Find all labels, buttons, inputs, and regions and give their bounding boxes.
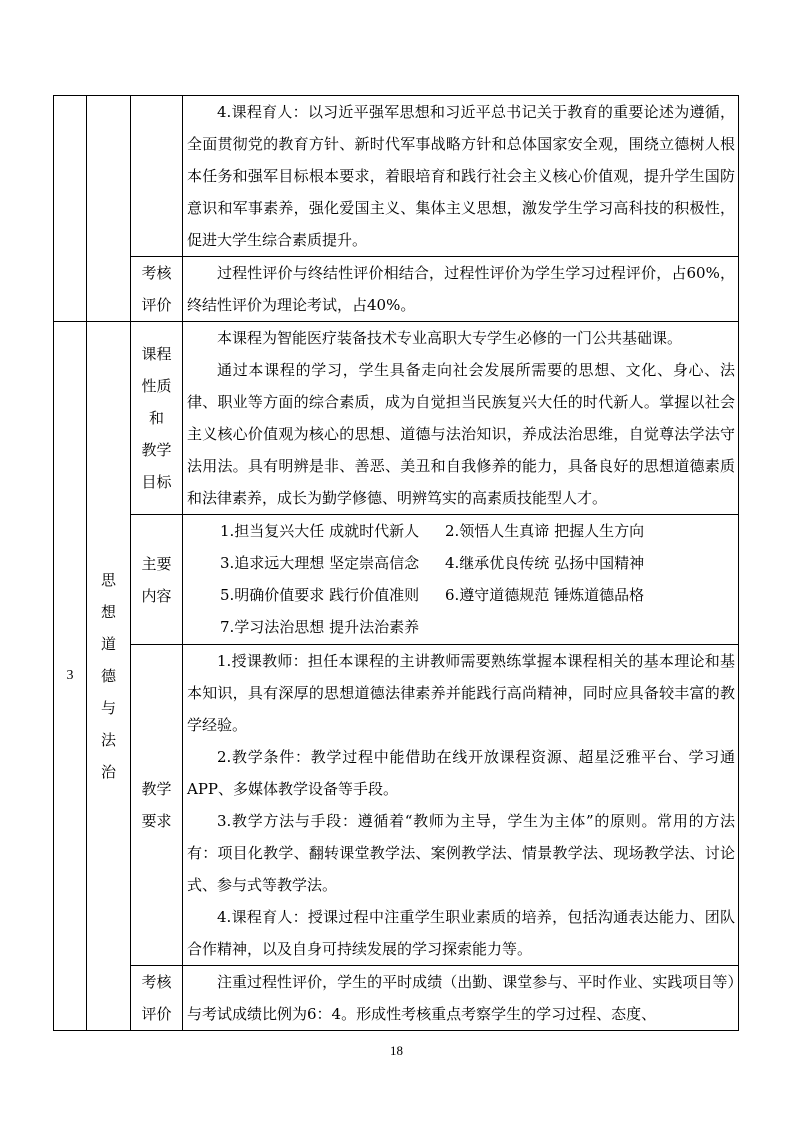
assessment-label-prev: 考核 评价 xyxy=(131,257,183,322)
table-row xyxy=(54,515,739,645)
course-number: 3 xyxy=(54,322,87,1031)
table-row xyxy=(54,96,739,257)
table-row xyxy=(54,966,739,1031)
list-item: 5.明确价值要求 践行价值准则 6.遵守道德规范 锤炼道德品格 xyxy=(220,586,645,604)
assessment-content: 注重过程性评价，学生的平时成绩（出勤、课堂参与、平时作业、实践项目等）与考试成绩比例为6：4。形成性考核重点考察学生的学习过程、态度、 xyxy=(183,966,739,1031)
assessment-label: 考核 评价 xyxy=(131,966,183,1031)
label-cell-empty xyxy=(131,96,183,257)
content-cell xyxy=(183,96,739,257)
page-number: 18 xyxy=(390,1043,403,1058)
table-row xyxy=(54,645,739,966)
main-content xyxy=(183,515,739,645)
nature-content: 本课程为智能医疗装备技术专业高职大专学生必修的一门公共基础课。 通过本课程的学习，学生具备走向社会发展所需要的思想、文化、身心、法律、职业等方面的综合素质，成为自觉担当民族复兴大任的时代新人。掌握以社会主义核心价值观为核心的思想、道德与法治知识，养成法治思维，自觉尊法学法守法用法。具有明辨是非、善恶、美丑和自我修养的能力，具备良好的思想道德素质和法律素养，成长为勤学修德、明辨笃实的高素质技能型人才。 xyxy=(183,322,739,515)
table-row xyxy=(54,322,739,515)
course-name-cell-prev xyxy=(87,96,131,322)
list-item: 3.追求远大理想 坚定崇高信念 4.继承优良传统 弘扬中国精神 xyxy=(220,554,645,572)
teaching-req-item4: 4.课程育人：以习近平强军思想和习近平总书记关于教育的重要论述为遵循，全面贯彻党的教育方针、新时代军事战略方针和总体国家安全观，围绕立德树人根本任务和强军目标根本要求，着眼培育和践行社会主义核心价值观，提升学生国防意识和军事素养，强化爱国主义、集体主义思想，激发学生学习高科技的积极性，促进大学生综合素质提升。 xyxy=(187,103,735,249)
list-item: 7.学习法治思想 提升法治素养 xyxy=(220,618,420,636)
course-name: 思 想 道 德 与 法 治 xyxy=(87,322,131,1031)
course-table xyxy=(53,95,739,1031)
assessment-content-prev: 过程性评价与终结性评价相结合，过程性评价为学生学习过程评价，占60%，终结性评价为理论考试，占40%。 xyxy=(183,257,739,322)
teaching-label: 教学 要求 xyxy=(131,645,183,966)
list-item: 1.担当复兴大任 成就时代新人 2.领悟人生真谛 把握人生方向 xyxy=(220,522,645,540)
course-number-cell-prev xyxy=(54,96,87,322)
nature-label: 课程 性质 和 教学 目标 xyxy=(131,322,183,515)
content-label: 主要 内容 xyxy=(131,515,183,645)
table-row xyxy=(54,257,739,322)
teaching-content: 1.授课教师：担任本课程的主讲教师需要熟练掌握本课程相关的基本理论和基本知识，具有深厚的思想道德法律素养并能践行高尚精神，同时应具备较丰富的教学经验。 2.教学条件：教学过程中能借助在线开放课程资源、超星泛雅平台、学习通APP、多媒体教学设备等手段。 3.教学方法与手段：遵循着“教师为主导，学生为主体”的原则。常用的方法有：项目化教学、翻转课堂教学法、案例教学法、情景教学法、现场教学法、讨论式、参与式等教学法。 4.课程育人：授课过程中注重学生职业素质的培养，包括沟通表达能力、团队合作精神，以及自身可持续发展的学习探索能力等。 xyxy=(183,645,739,966)
